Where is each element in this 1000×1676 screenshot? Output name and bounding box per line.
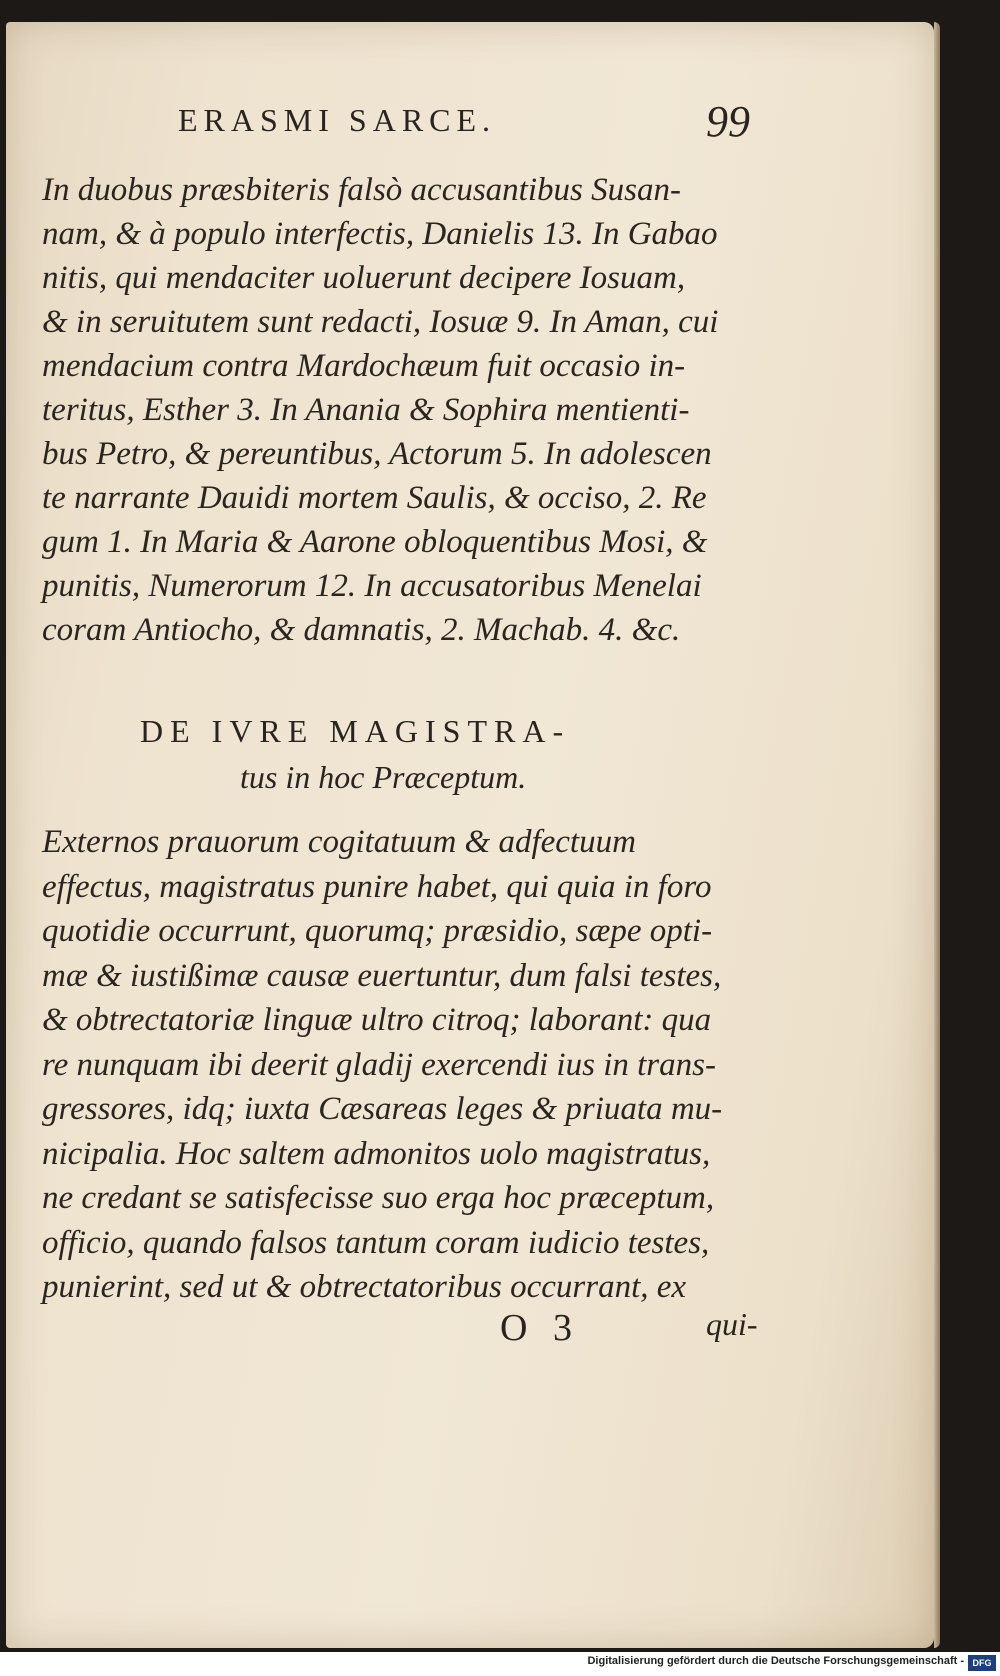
text-line: ne credant se satisfecisse suo erga hoc præceptum, — [42, 1180, 715, 1216]
page-header — [178, 96, 758, 146]
text-line: Externos prauorum cogitatuum & adfectuum — [42, 824, 636, 860]
text-line: effectus, magistratus punire habet, qui quia in foro — [42, 868, 712, 905]
text-line: quotidie occurrunt, quorumq; præsidio, sæpe opti- — [42, 913, 713, 949]
text-line: nicipalia. Hoc saltem admonitos uolo magistratus, — [42, 1135, 711, 1172]
text-line: gum 1. In Maria & Aarone obloquentibus Mosi, & — [42, 524, 708, 560]
dfg-logo: DFG — [968, 1655, 996, 1671]
section-heading-line-1: DE IVRE MAGISTRA- — [140, 713, 571, 749]
text-line: nam, & à populo interfectis, Danielis 13. In Gabao — [42, 216, 718, 252]
text-line: In duobus præsbiteris falsò accusantibus Susan- — [42, 172, 681, 208]
text-line: mæ & iustißimæ causæ euertuntur, dum falsi testes, — [42, 957, 722, 994]
text-line: re nunquam ibi deerit gladij exercendi ius in trans- — [42, 1046, 716, 1083]
page-footer — [0, 1306, 760, 1356]
text-line: coram Antiocho, & damnatis, 2. Machab. 4. &c. — [42, 612, 681, 648]
text-line: punierint, sed ut & obtrectatoribus occurrant, ex — [42, 1269, 687, 1305]
text-line: bus Petro, & pereuntibus, Actorum 5. In adolescen — [42, 436, 712, 472]
page-edge — [934, 22, 940, 1648]
section-heading — [140, 708, 700, 800]
text-line: gressores, idq; iuxta Cæsareas leges & priuata mu- — [42, 1091, 723, 1127]
credit-bar — [0, 1652, 1000, 1676]
paragraph-2 — [42, 820, 762, 1310]
paragraph-1 — [42, 168, 762, 652]
page-number: 99 — [706, 97, 750, 146]
running-head: ERASMI SARCE. — [178, 102, 497, 138]
signature-mark: O 3 — [500, 1307, 580, 1349]
text-line: & in seruitutem sunt redacti, Iosuæ 9. In Aman, cui — [42, 304, 719, 340]
text-line: nitis, qui mendaciter uoluerunt decipere Iosuam, — [42, 260, 686, 296]
text-line: & obtrectatoriæ linguæ ultro citroq; laborant: qua — [42, 1002, 712, 1038]
text-line: punitis, Numerorum 12. In accusatoribus Menelai — [42, 568, 702, 604]
section-heading-line-2: tus in hoc Præceptum. — [240, 759, 527, 795]
catchword: qui- — [706, 1306, 758, 1342]
text-line: officio, quando falsos tantum coram iudicio testes, — [42, 1224, 710, 1261]
text-line: teritus, Esther 3. In Anania & Sophira mentienti- — [42, 392, 690, 428]
credit-text: Digitalisierung gefördert durch die Deutsche Forschungsgemeinschaft - — [587, 1655, 964, 1667]
text-line: te narrante Dauidi mortem Saulis, & occiso, 2. Re — [42, 480, 707, 516]
text-line: mendacium contra Mardochæum fuit occasio in- — [42, 348, 686, 384]
